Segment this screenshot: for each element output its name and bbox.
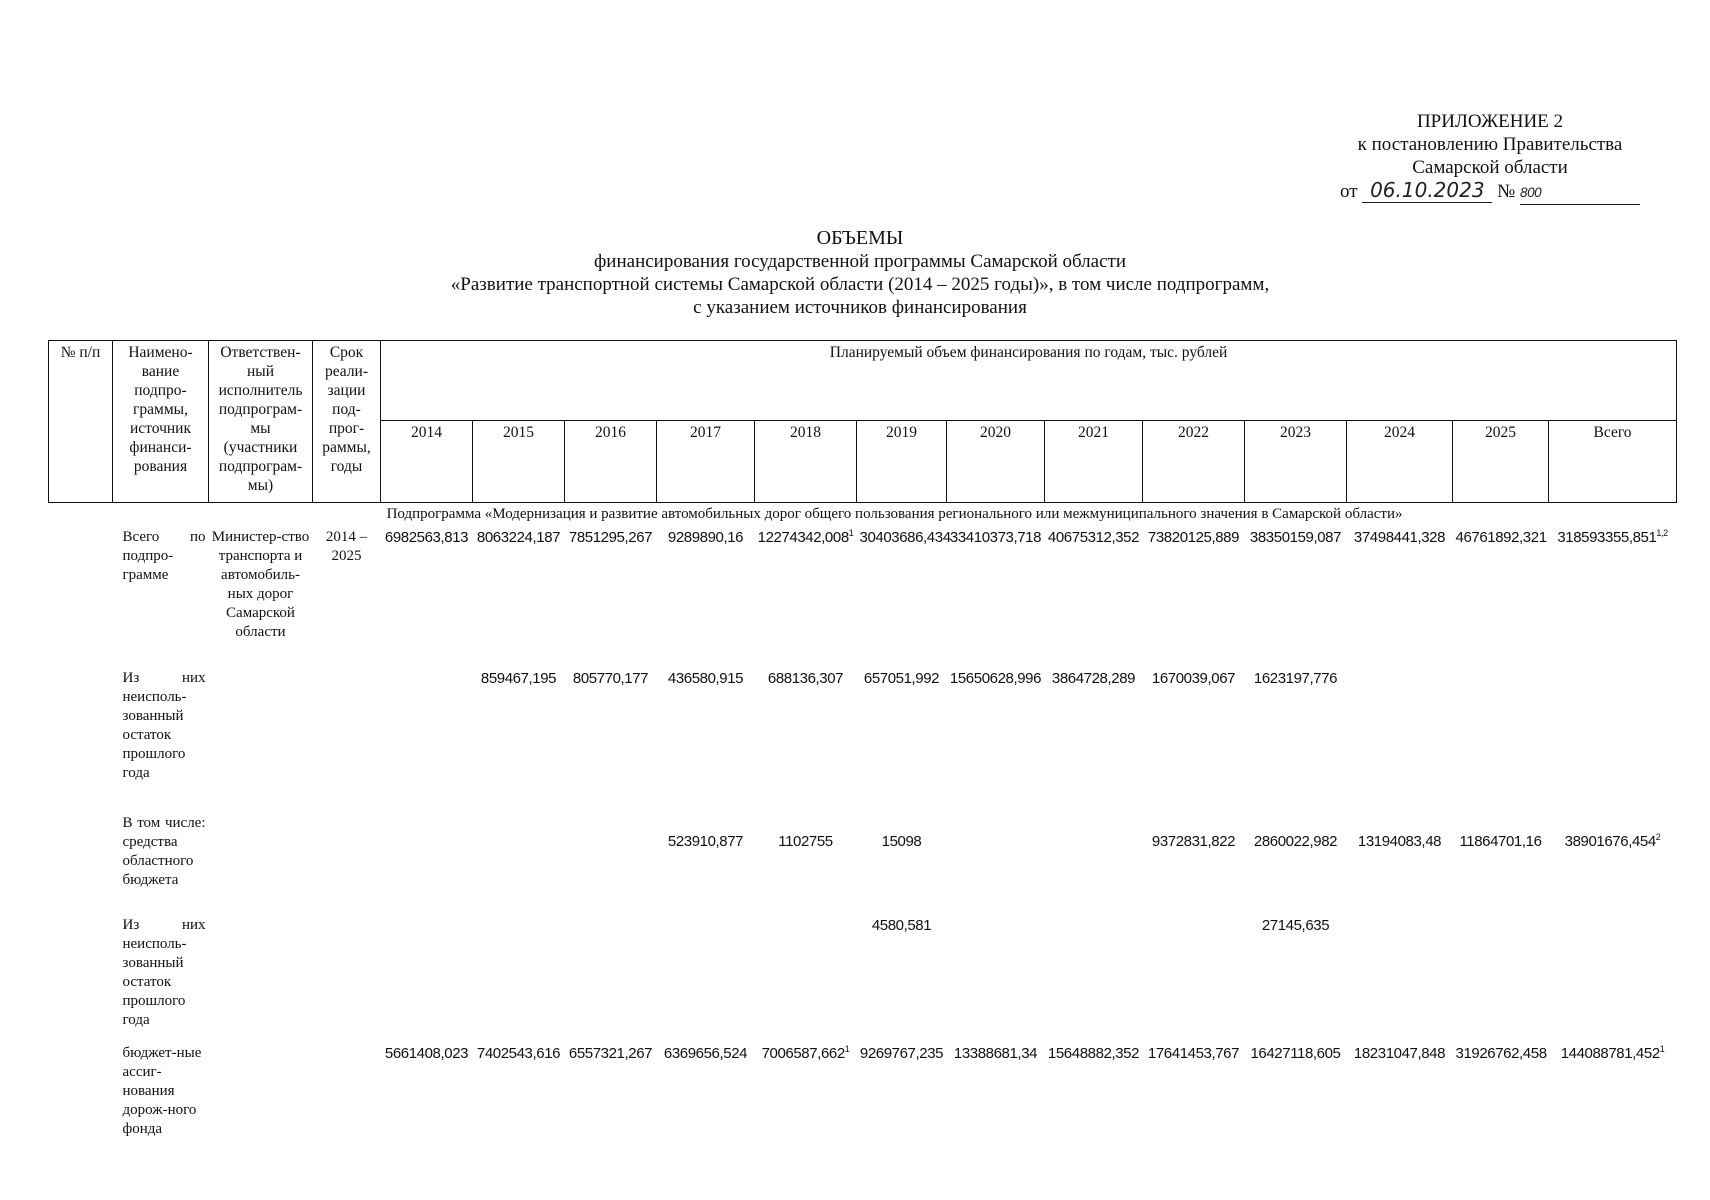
table-row — [49, 526, 1677, 661]
subprogram-title: Подпрограмма «Модернизация и развитие автомобильных дорог общего пользования регионального или межмуниципального значения в Самарской области» — [386, 506, 1403, 522]
header-resp: Ответствен-ный исполнитель подпрограм-мы (участники подпрограм-мы) — [209, 341, 313, 503]
row-term — [313, 906, 381, 1036]
value-2025: 31926762,458 — [1455, 1045, 1547, 1062]
row-num-cell — [49, 906, 113, 1036]
value-2016 — [565, 906, 657, 1036]
heading-line1: финансирования государственной программы Самарской области — [593, 251, 1126, 272]
value-2019: 30403686,434 — [859, 529, 951, 546]
value-2014 — [381, 661, 473, 796]
value-2022 — [1143, 906, 1245, 1036]
value-2018: 1102755 — [778, 833, 833, 850]
header-num: № п/п — [49, 341, 113, 503]
value-2018: 688136,307 — [767, 670, 844, 687]
header-planned: Планируемый объем финансирования по годам, тыс. рублей — [381, 341, 1677, 421]
value-2019: 657051,992 — [863, 670, 940, 687]
value-2017: 523910,877 — [667, 833, 744, 850]
row-label: Всего по подпро-грамме — [122, 529, 206, 583]
row-label: В том числе: средства областного бюджета — [122, 815, 206, 888]
value-2015 — [473, 796, 565, 906]
value-2023: 16427118,605 — [1250, 1045, 1341, 1062]
row-term — [313, 661, 381, 796]
value-2024 — [1347, 661, 1453, 796]
value-2019: 4580,581 — [871, 917, 932, 934]
year-header-2019: 2019 — [857, 421, 947, 503]
appendix-date-row — [1300, 179, 1680, 205]
value-2023: 38350159,087 — [1249, 529, 1342, 546]
value-2024: 37498441,328 — [1353, 529, 1446, 546]
value-2016: 6557321,267 — [568, 1045, 653, 1062]
year-header-2016: 2016 — [565, 421, 657, 503]
value-2014 — [381, 796, 473, 906]
value-Всего — [1549, 661, 1677, 796]
value-2022: 17641453,767 — [1147, 1045, 1240, 1062]
value-2018: 12274342,008$^1$ — [757, 528, 854, 546]
value-2020 — [947, 906, 1045, 1036]
heading-line2: «Развитие транспортной системы Самарской области (2014 – 2025 годы)», в том числе подпрограмм, — [450, 274, 1270, 295]
row-term — [313, 796, 381, 906]
value-2017: 436580,915 — [667, 670, 744, 687]
footnote-mark: 1 — [848, 528, 854, 538]
row-label: бюджет-ные ассиг-нования дорож-ного фонда — [122, 1045, 202, 1137]
value-2020: 33410373,718 — [949, 529, 1042, 546]
value-2016: 7851295,267 — [568, 529, 653, 546]
value-2025 — [1453, 906, 1549, 1036]
number-sign: № — [1497, 181, 1516, 202]
value-2021: 15648882,352 — [1047, 1045, 1140, 1062]
footnote-mark: 2 — [1655, 832, 1661, 842]
value-2025: 11864701,16 — [1459, 833, 1542, 850]
value-2024 — [1347, 906, 1453, 1036]
value-2021: 40675312,352 — [1047, 529, 1140, 546]
footnote-mark: 1,2 — [1656, 528, 1668, 538]
value-2022: 1670039,067 — [1151, 670, 1236, 687]
value-Всего: 38901676,454$^2$ — [1564, 832, 1661, 850]
row-label: Из них неисполь-зованный остаток прошлого года — [122, 917, 206, 1028]
appendix-line1: к постановлению Правительства — [1357, 134, 1623, 155]
value-2014: 6982563,813 — [384, 529, 469, 546]
year-header-2022: 2022 — [1143, 421, 1245, 503]
value-2015: 7402543,616 — [476, 1045, 561, 1062]
year-header-2020: 2020 — [947, 421, 1045, 503]
value-2016: 805770,177 — [572, 670, 649, 687]
row-num-cell — [49, 526, 113, 661]
value-2019: 9269767,235 — [859, 1045, 944, 1062]
value-2023: 1623197,776 — [1253, 670, 1338, 687]
table-row — [49, 796, 1677, 906]
year-header-2023: 2023 — [1245, 421, 1347, 503]
number-handwritten: 800 — [1520, 181, 1640, 205]
table-body — [49, 503, 1677, 1157]
table-row — [49, 906, 1677, 1036]
row-label: Из них неисполь-зованный остаток прошлого года — [122, 670, 206, 781]
header-name: Наимено-вание подпро-граммы, источник финанси-рования — [113, 341, 209, 503]
table-row — [49, 661, 1677, 796]
heading-line3: с указанием источников финансирования — [693, 297, 1027, 318]
value-2019: 15098 — [881, 833, 922, 850]
document-heading — [330, 227, 1390, 319]
value-2015 — [473, 906, 565, 1036]
value-2014 — [381, 906, 473, 1036]
value-2014: 5661408,023 — [384, 1045, 469, 1062]
value-2024: 18231047,848 — [1353, 1045, 1446, 1062]
row-responsible: Министер-ство транспорта и автомобиль-ных дорог Самарской области — [211, 529, 310, 640]
financing-table — [48, 340, 1677, 1156]
year-header-2021: 2021 — [1045, 421, 1143, 503]
value-2020: 13388681,34 — [953, 1045, 1038, 1062]
date-prefix: от — [1340, 181, 1358, 202]
appendix-line2: Самарской области — [1412, 157, 1568, 178]
table-row — [49, 1036, 1677, 1156]
value-2018 — [755, 906, 857, 1036]
value-2023: 27145,635 — [1261, 917, 1330, 934]
year-header-2025: 2025 — [1453, 421, 1549, 503]
value-2021: 3864728,289 — [1051, 670, 1136, 687]
value-2021 — [1045, 796, 1143, 906]
appendix-block — [1300, 110, 1680, 205]
value-2024: 13194083,48 — [1357, 833, 1442, 850]
value-2015: 859467,195 — [480, 670, 557, 687]
header-term: Срок реали-зации под-прог-раммы, годы — [313, 341, 381, 503]
value-2017: 9289890,16 — [667, 529, 744, 546]
footnote-mark: 1 — [1659, 1044, 1665, 1054]
value-2020: 15650628,996 — [949, 670, 1042, 687]
appendix-title: ПРИЛОЖЕНИЕ 2 — [1416, 111, 1564, 132]
year-header-2015: 2015 — [473, 421, 565, 503]
row-num-cell — [49, 1036, 113, 1156]
heading-title: ОБЪЕМЫ — [816, 227, 904, 249]
value-2025: 46761892,321 — [1455, 529, 1547, 546]
year-header-2014: 2014 — [381, 421, 473, 503]
year-header-Всего: Всего — [1549, 421, 1677, 503]
value-2017 — [657, 906, 755, 1036]
value-2022: 73820125,889 — [1147, 529, 1240, 546]
row-term: 2014 – 2025 — [325, 529, 368, 564]
row-responsible — [209, 906, 313, 1036]
row-responsible — [209, 796, 313, 906]
row-responsible — [209, 661, 313, 796]
value-2020 — [947, 796, 1045, 906]
value-Всего: 318593355,851$^{1,2}$ — [1557, 528, 1668, 546]
row-num-cell — [49, 796, 113, 906]
year-header-2017: 2017 — [657, 421, 755, 503]
year-header-2018: 2018 — [755, 421, 857, 503]
row-num-cell — [49, 661, 113, 796]
row-term — [313, 1036, 381, 1156]
value-2022: 9372831,822 — [1151, 833, 1236, 850]
value-2023: 2860022,982 — [1253, 833, 1338, 850]
value-Всего — [1549, 906, 1677, 1036]
value-2021 — [1045, 906, 1143, 1036]
date-handwritten: 06.10.2023 — [1362, 179, 1492, 203]
value-Всего: 144088781,452$^1$ — [1560, 1044, 1665, 1062]
value-2016 — [565, 796, 657, 906]
year-header-2024: 2024 — [1347, 421, 1453, 503]
value-2025 — [1453, 661, 1549, 796]
footnote-mark: 1 — [844, 1044, 850, 1054]
row-responsible — [209, 1036, 313, 1156]
value-2018: 7006587,662$^1$ — [761, 1044, 850, 1062]
value-2015: 8063224,187 — [476, 529, 561, 546]
value-2017: 6369656,524 — [663, 1045, 748, 1062]
